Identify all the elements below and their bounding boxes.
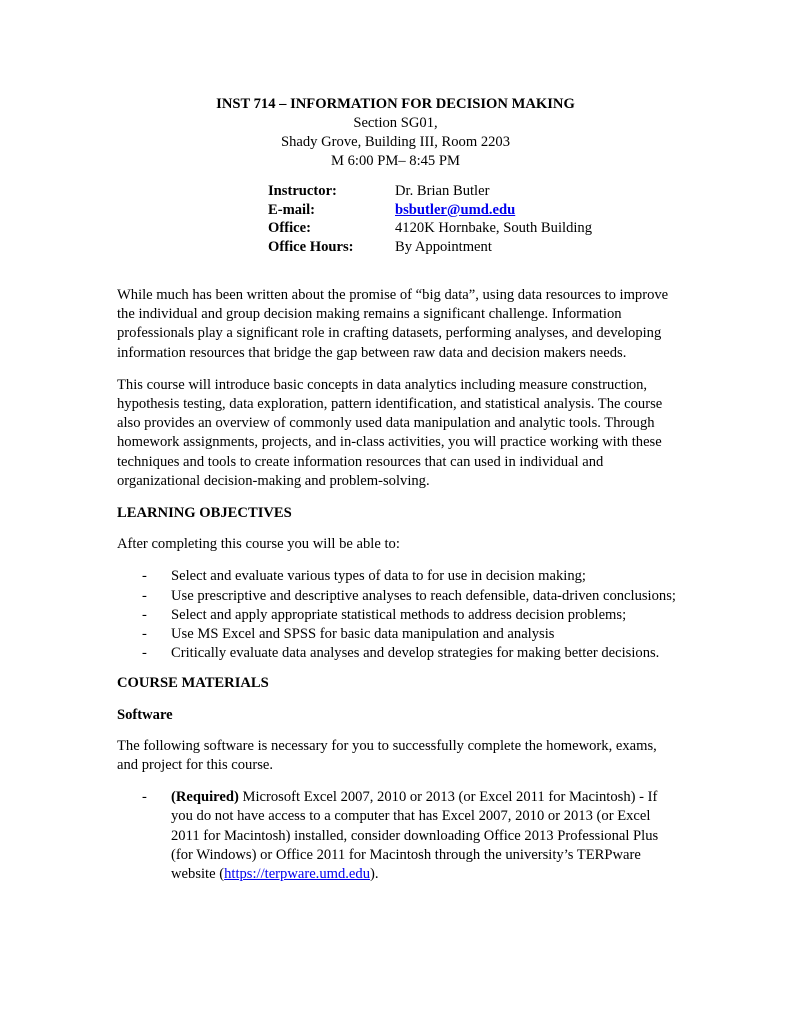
course-materials-heading: COURSE MATERIALS bbox=[117, 675, 269, 692]
dash-bullet: - bbox=[142, 568, 147, 585]
intro-paragraph-1: While much has been written about the promise of “big data”, using data resources to improve the individual and group decision making remains a significant challenge. Information professionals play a significant role in crafting datasets, performing analyses, and developing information resources that bridge the gap between raw data and decision makers needs. bbox=[117, 287, 669, 361]
dash-bullet: - bbox=[142, 789, 147, 806]
learning-objectives-heading: LEARNING OBJECTIVES bbox=[117, 505, 292, 522]
objectives-list bbox=[117, 567, 677, 663]
course-time: M 6:00 PM– 8:45 PM bbox=[331, 153, 460, 169]
objective-text: Select and apply appropriate statistical methods to address decision problems; bbox=[171, 606, 627, 623]
required-end: ). bbox=[370, 866, 379, 883]
objective-text: Select and evaluate various types of data to for use in decision making; bbox=[171, 568, 586, 585]
list-item bbox=[117, 625, 677, 644]
objectives-lead: After completing this course you will be able to: bbox=[117, 536, 400, 553]
office-label: Office: bbox=[268, 220, 311, 236]
objective-text: Use prescriptive and descriptive analyses to reach defensible, data-driven conclusions; bbox=[171, 587, 676, 604]
list-item bbox=[117, 788, 677, 884]
email-label: E-mail: bbox=[268, 201, 316, 218]
required-text: Microsoft Excel 2007, 2010 or 2013 (or Excel 2011 for Macintosh) - If you do not have access to a computer that has Excel 2007, 2010 or 2013 (or Excel 2011 for Macintosh) installed, consider downloading Office 2013 Professional Plus (for Windows) or Office 2011 for Macintosh through the university’s TERPware website ( bbox=[171, 789, 659, 883]
office-hours-value: By Appointment bbox=[395, 238, 492, 255]
office-hours-row bbox=[268, 238, 592, 257]
office-row bbox=[268, 219, 592, 238]
list-item bbox=[117, 644, 677, 663]
course-location: Shady Grove, Building III, Room 2203 bbox=[280, 134, 511, 150]
instructor-info bbox=[268, 182, 592, 256]
dash-bullet: - bbox=[142, 626, 147, 643]
email-row bbox=[268, 201, 592, 220]
dash-bullet: - bbox=[142, 645, 147, 662]
intro-paragraph-2: This course will introduce basic concepts in data analytics including measure construction, hypothesis testing, data exploration, pattern identification, and statistical analysis. The course also provides an overview of commonly used data manipulation and analytic tools. Through homework assignments, projects, and in-class activities, you will practice working with these techniques and tools to create information resources that can used in individual and organizational decision-making and problem-solving. bbox=[117, 376, 663, 489]
course-title: INST 714 – INFORMATION FOR DECISION MAKING bbox=[216, 96, 575, 112]
list-item bbox=[117, 587, 677, 606]
software-lead: The following software is necessary for you to successfully complete the homework, exams, and project for this course. bbox=[117, 737, 657, 774]
terpware-link[interactable]: https://terpware.umd.edu bbox=[224, 866, 370, 883]
office-hours-label: Office Hours: bbox=[268, 238, 354, 255]
software-list bbox=[117, 788, 677, 884]
instructor-label: Instructor: bbox=[268, 183, 337, 199]
software-heading: Software bbox=[117, 706, 173, 723]
syllabus-body bbox=[117, 286, 677, 884]
list-item bbox=[117, 567, 677, 586]
instructor-value: Dr. Brian Butler bbox=[395, 183, 490, 199]
required-label: (Required) bbox=[171, 789, 239, 806]
list-item bbox=[117, 606, 677, 625]
dash-bullet: - bbox=[142, 587, 147, 604]
objective-text: Use MS Excel and SPSS for basic data manipulation and analysis bbox=[171, 626, 555, 643]
office-value: 4120K Hornbake, South Building bbox=[395, 220, 593, 236]
instructor-row bbox=[268, 182, 592, 201]
objective-text: Critically evaluate data analyses and develop strategies for making better decisions. bbox=[171, 645, 660, 662]
course-section: Section SG01, bbox=[353, 115, 438, 131]
dash-bullet: - bbox=[142, 606, 147, 623]
course-header bbox=[0, 95, 791, 171]
email-link[interactable]: bsbutler@umd.edu bbox=[395, 201, 516, 218]
